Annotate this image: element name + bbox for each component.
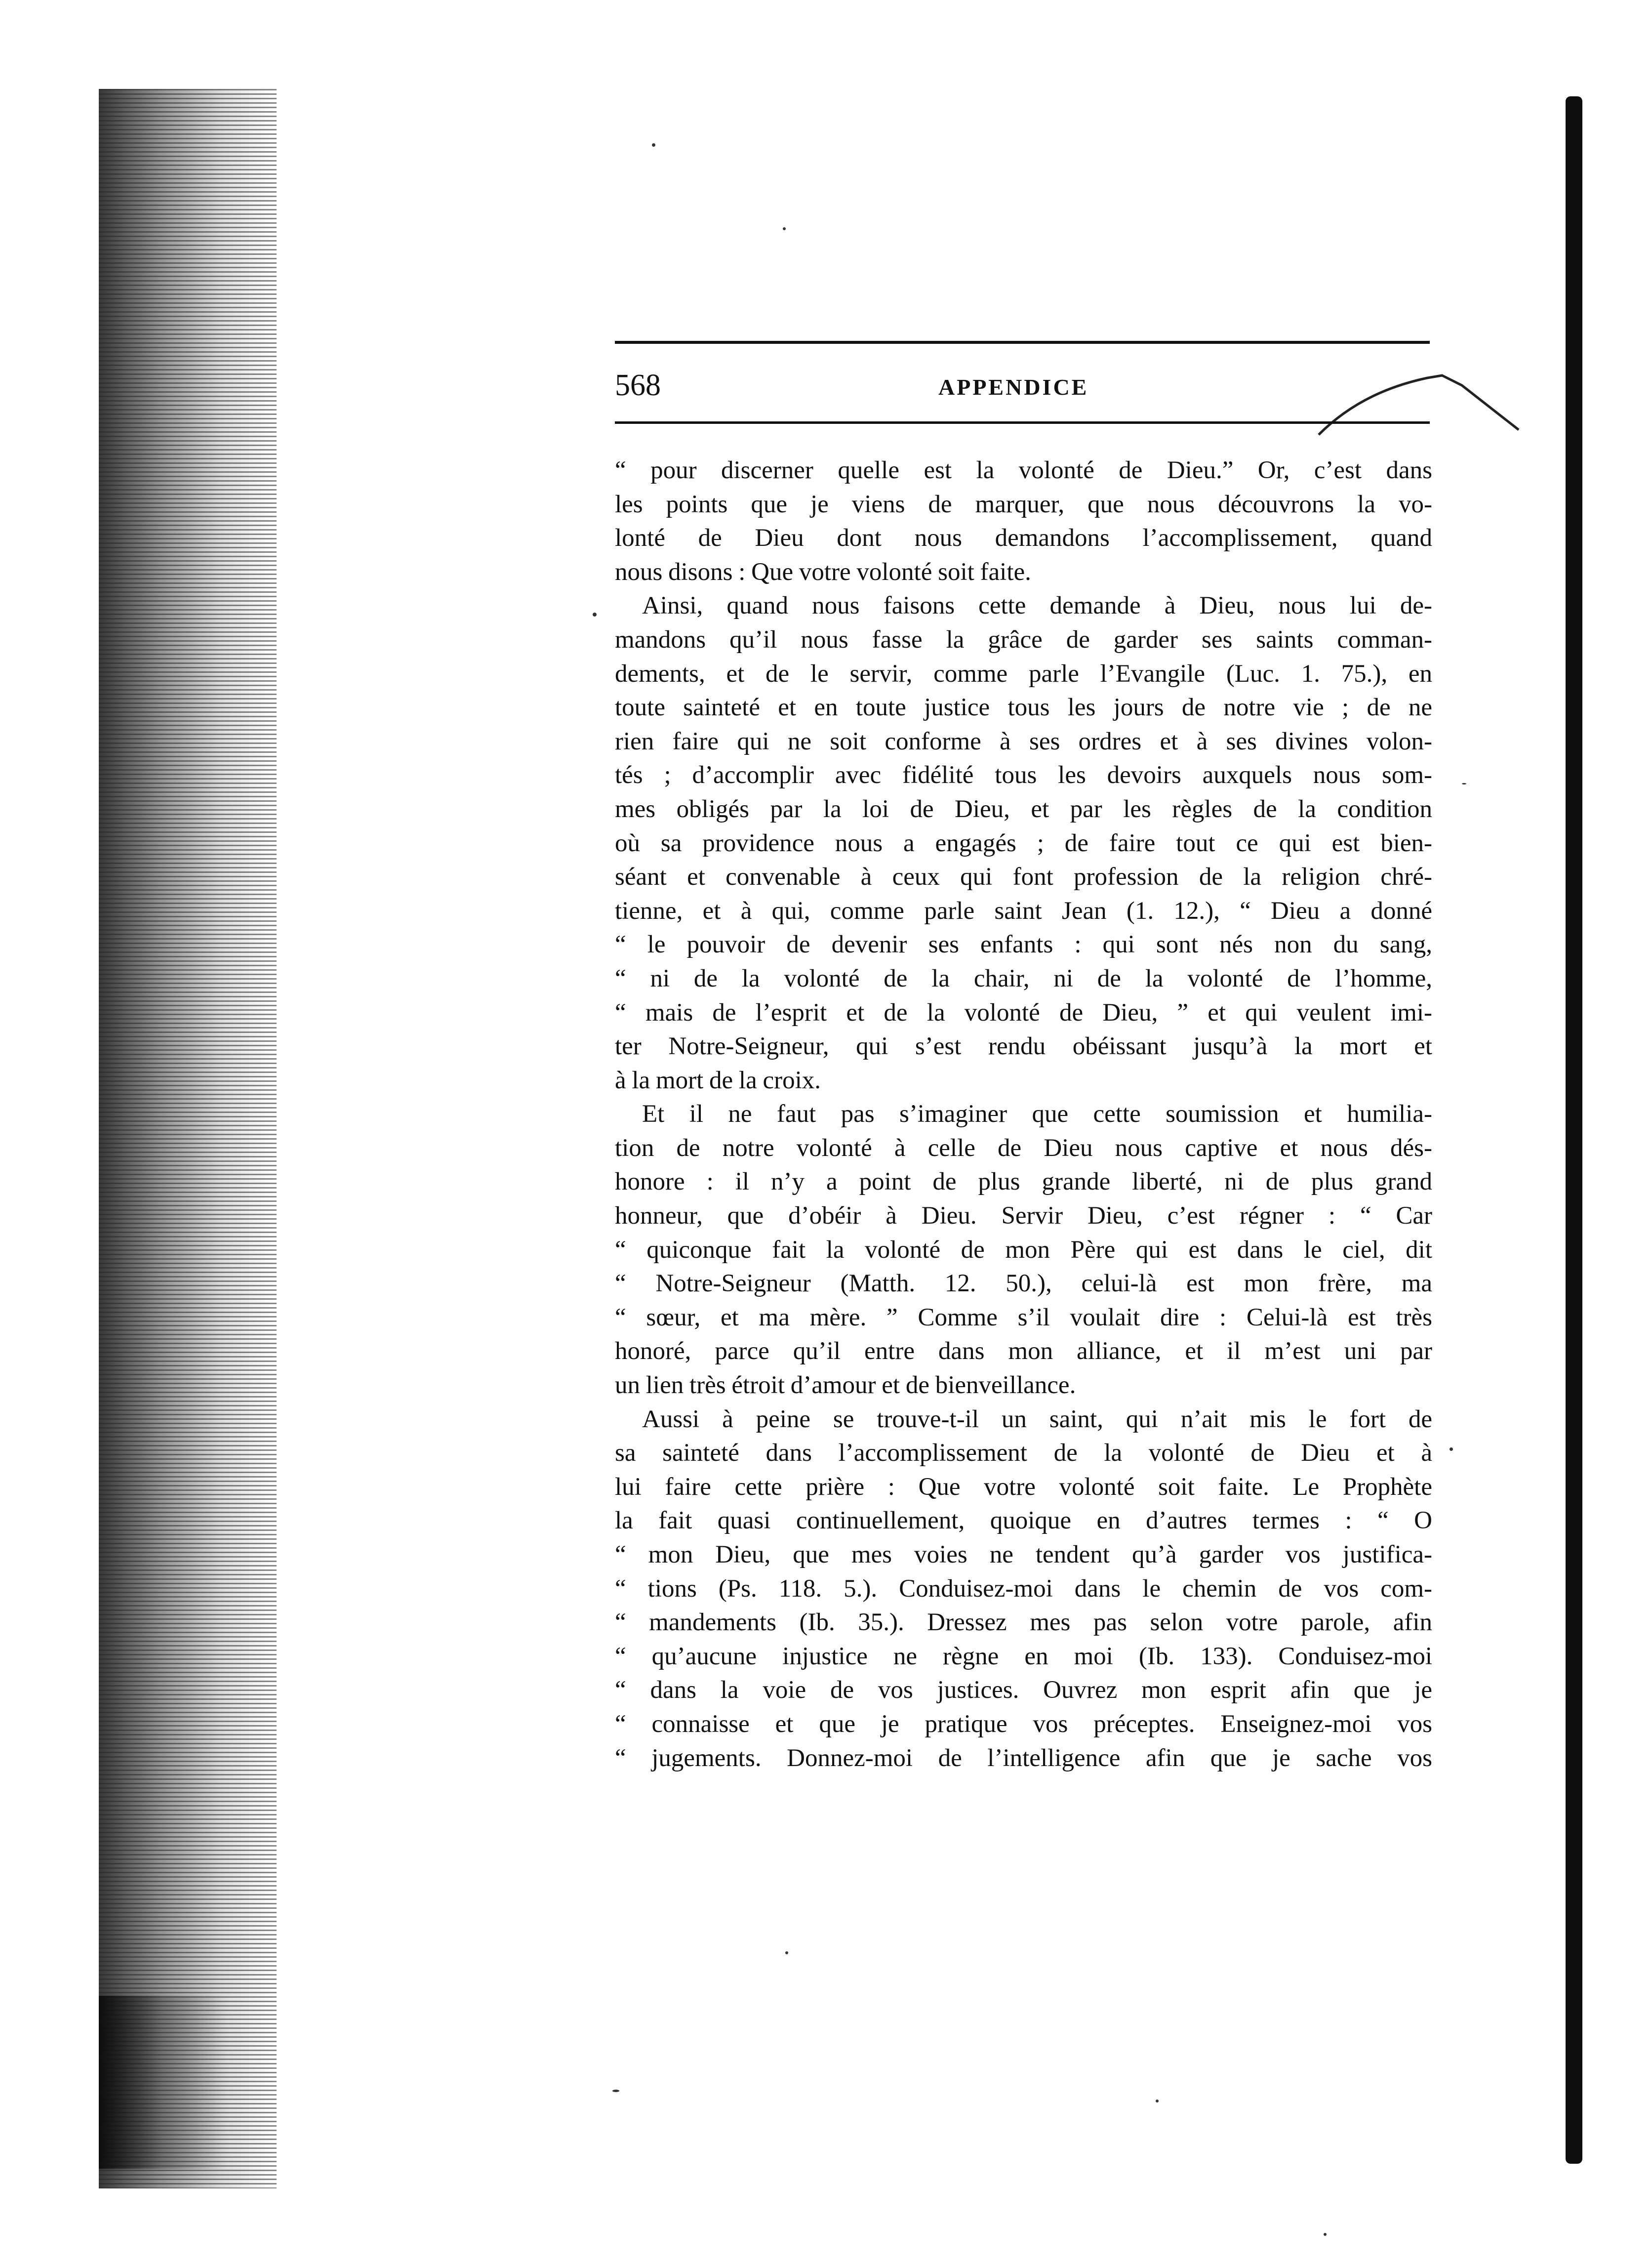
- text-line: tés ; d’accomplir avec fidélité tous les devoirs auxquels nous som-: [615, 761, 1432, 789]
- text-line: tienne, et à qui, comme parle saint Jean (1. 12.), “ Dieu a donné: [615, 897, 1432, 925]
- text-line: “ mais de l’esprit et de la volonté de Dieu, ” et qui veulent imi-: [615, 998, 1432, 1027]
- text-line: ter Notre-Seigneur, qui s’est rendu obéissant jusqu’à la mort et: [615, 1032, 1432, 1061]
- text-line: tion de notre volonté à celle de Dieu nous captive et nous dés-: [615, 1134, 1432, 1162]
- header-top-rule: [615, 341, 1430, 344]
- scan-speck: [783, 227, 786, 230]
- text-line: lonté de Dieu dont nous demandons l’accomplissement, quand: [615, 524, 1432, 552]
- body-text: [615, 453, 1432, 1775]
- text-line: les points que je viens de marquer, que nous découvrons la vo-: [615, 490, 1432, 518]
- text-line: à la mort de la croix.: [615, 1066, 821, 1094]
- text-line: “ sœur, et ma mère. ” Comme s’il voulait dire : Celui-là est très: [615, 1303, 1432, 1331]
- scan-speck: [1462, 783, 1466, 784]
- scanned-binding-edge: [99, 89, 277, 2188]
- scan-speck: [1324, 2233, 1327, 2236]
- page-edge-shadow: [1566, 96, 1582, 2164]
- scan-speck: [652, 143, 655, 147]
- pen-stroke-mark: [1314, 371, 1521, 440]
- text-line: honneur, que d’obéir à Dieu. Servir Dieu, c’est régner : “ Car: [615, 1202, 1432, 1230]
- text-line: “ connaisse et que je pratique vos préceptes. Enseignez-moi vos: [615, 1710, 1432, 1738]
- text-line: Aussi à peine se trouve-t-il un saint, qui n’ait mis le fort de: [642, 1405, 1432, 1433]
- text-line: Ainsi, quand nous faisons cette demande à Dieu, nous lui de-: [642, 592, 1432, 620]
- text-line: honore : il n’y a point de plus grande liberté, ni de plus grand: [615, 1168, 1432, 1196]
- text-line: “ mon Dieu, que mes voies ne tendent qu’à garder vos justifica-: [615, 1541, 1432, 1568]
- text-line: honoré, parce qu’il entre dans mon alliance, et il m’est uni par: [615, 1337, 1432, 1365]
- text-line: séant et convenable à ceux qui font profession de la religion chré-: [615, 863, 1432, 891]
- text-line: nous disons : Que votre volonté soit faite.: [615, 558, 1031, 586]
- text-line: “ mandements (Ib. 35.). Dressez mes pas selon votre parole, afin: [615, 1608, 1432, 1637]
- header-bottom-rule: [615, 421, 1430, 424]
- text-line: mandons qu’il nous fasse la grâce de garder ses saints comman-: [615, 625, 1432, 654]
- text-line: “ tions (Ps. 118. 5.). Conduisez-moi dans le chemin de vos com-: [615, 1574, 1432, 1603]
- scan-speck: [593, 613, 597, 617]
- scan-speck: [1156, 2100, 1159, 2102]
- text-line: “ dans la voie de vos justices. Ouvrez mon esprit afin que je: [615, 1676, 1432, 1704]
- text-line: dements, et de le servir, comme parle l’Evangile (Luc. 1. 75.), en: [615, 659, 1432, 688]
- text-line: rien faire qui ne soit conforme à ses ordres et à ses divines volon-: [615, 727, 1432, 755]
- text-line: “ Notre-Seigneur (Matth. 12. 50.), celui-là est mon frère, ma: [615, 1270, 1432, 1298]
- text-line: mes obligés par la loi de Dieu, et par les règles de la condition: [615, 795, 1432, 823]
- text-line: sa sainteté dans l’accomplissement de la volonté de Dieu et à: [615, 1439, 1432, 1467]
- text-line: où sa providence nous a engagés ; de faire tout ce qui est bien-: [615, 829, 1432, 857]
- text-line: “ le pouvoir de devenir ses enfants : qui sont nés non du sang,: [615, 931, 1432, 959]
- running-head: APPENDICE: [938, 374, 1089, 400]
- text-line: “ quiconque fait la volonté de mon Père qui est dans le ciel, dit: [615, 1236, 1432, 1264]
- text-line: “ qu’aucune injustice ne règne en moi (Ib. 133). Conduisez-moi: [615, 1642, 1432, 1670]
- scan-speck: [785, 1951, 788, 1954]
- page-number: 568: [615, 369, 661, 402]
- text-line: toute sainteté et en toute justice tous les jours de notre vie ; de ne: [615, 694, 1432, 722]
- scan-speck: [1450, 1447, 1453, 1451]
- text-line: un lien très étroit d’amour et de bienveillance.: [615, 1371, 1076, 1400]
- text-line: “ jugements. Donnez-moi de l’intelligence afin que je sache vos: [615, 1744, 1432, 1772]
- text-line: la fait quasi continuellement, quoique en d’autres termes : “ O: [615, 1507, 1432, 1535]
- text-line: lui faire cette prière : Que votre volonté soit faite. Le Prophète: [615, 1473, 1432, 1501]
- text-line: “ pour discerner quelle est la volonté de Dieu.” Or, c’est dans: [615, 456, 1432, 484]
- text-line: “ ni de la volonté de la chair, ni de la volonté de l’homme,: [615, 964, 1432, 992]
- text-line: Et il ne faut pas s’imaginer que cette soumission et humilia-: [642, 1100, 1432, 1128]
- scan-speck: [612, 2090, 619, 2092]
